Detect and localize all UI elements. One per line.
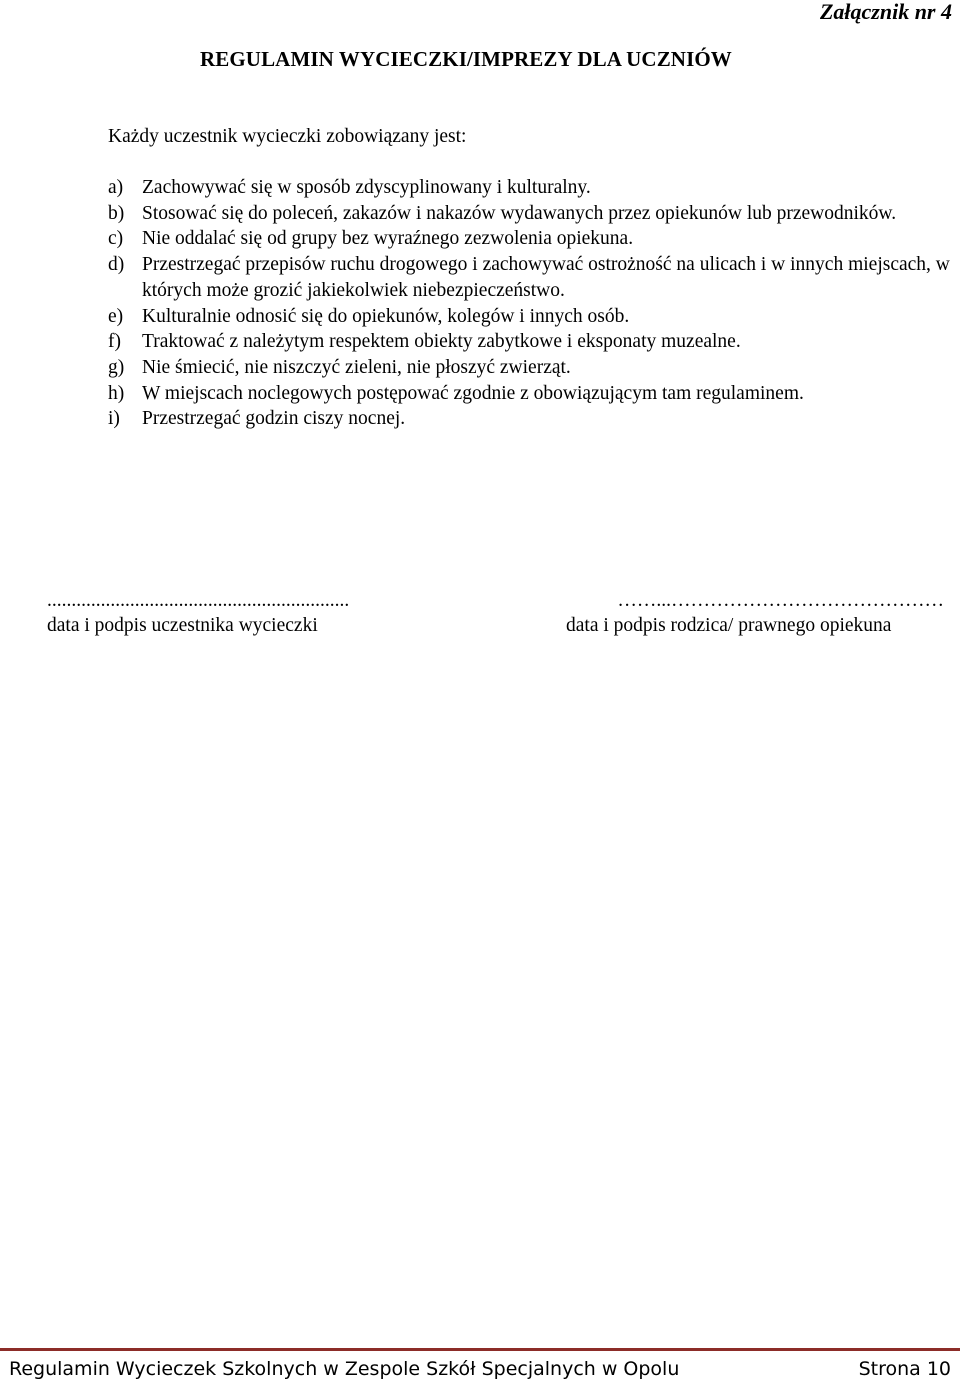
rule-text: Stosować się do poleceń, zakazów i nakazów wydawanych przez opiekunów lub przewodników.	[142, 202, 897, 224]
rule-text: Nie oddalać się od grupy bez wyraźnego zezwolenia opiekuna.	[142, 228, 634, 250]
rule-marker: a)	[108, 177, 124, 198]
rule-item	[108, 226, 952, 252]
rule-text: Zachowywać się w sposób zdyscyplinowany i kulturalny.	[142, 177, 591, 198]
rules-list	[108, 175, 952, 432]
participant-signature-line: ..............................................................	[47, 590, 350, 611]
rule-marker: b)	[108, 202, 125, 224]
page-number: Strona 10	[858, 1358, 951, 1380]
rule-item	[108, 304, 952, 330]
rule-marker: e)	[108, 305, 124, 327]
footer-divider	[0, 1348, 960, 1351]
rule-item	[108, 406, 952, 432]
page-footer	[9, 1358, 951, 1380]
parent-signature-line: ……...……………………………………	[617, 590, 944, 611]
rule-item	[108, 175, 952, 201]
rule-text: Przestrzegać godzin ciszy nocnej.	[142, 408, 406, 430]
rule-item	[108, 252, 952, 303]
rule-item	[108, 381, 952, 407]
parent-signature	[555, 588, 950, 638]
rule-item	[108, 329, 952, 355]
participant-signature	[47, 588, 349, 638]
rule-text: Przestrzegać przepisów ruchu drogowego i zachowywać ostrożność na ulicach i w innych miejscach, w których może grozić jakiekolwiek niebezpieczeństwo.	[142, 254, 950, 301]
document-title: REGULAMIN WYCIECZKI/IMPREZY DLA UCZNIÓW	[200, 47, 732, 71]
rule-text: Traktować z należytym respektem obiekty zabytkowe i eksponaty muzealne.	[142, 331, 741, 353]
rule-text: W miejscach noclegowych postępować zgodnie z obowiązującym tam regulaminem.	[142, 382, 804, 404]
annex-label: Załącznik nr 4	[819, 0, 952, 24]
rule-marker: i)	[108, 408, 120, 430]
rule-item	[108, 355, 952, 381]
rule-marker: h)	[108, 382, 125, 404]
intro-text: Każdy uczestnik wycieczki zobowiązany jest:	[108, 126, 467, 147]
rule-text: Nie śmiecić, nie niszczyć zieleni, nie płoszyć zwierząt.	[142, 356, 571, 378]
rule-marker: g)	[108, 356, 125, 378]
rule-item	[108, 201, 952, 227]
footer-document-name: Regulamin Wycieczek Szkolnych w Zespole Szkół Specjalnych w Opolu	[9, 1358, 680, 1380]
rule-marker: c)	[108, 228, 124, 250]
participant-signature-caption: data i podpis uczestnika wycieczki	[47, 615, 318, 636]
parent-signature-caption: data i podpis rodzica/ prawnego opiekuna	[566, 615, 892, 636]
rule-marker: d)	[108, 254, 125, 276]
rule-marker: f)	[108, 331, 121, 353]
rule-text: Kulturalnie odnosić się do opiekunów, kolegów i innych osób.	[142, 305, 630, 327]
